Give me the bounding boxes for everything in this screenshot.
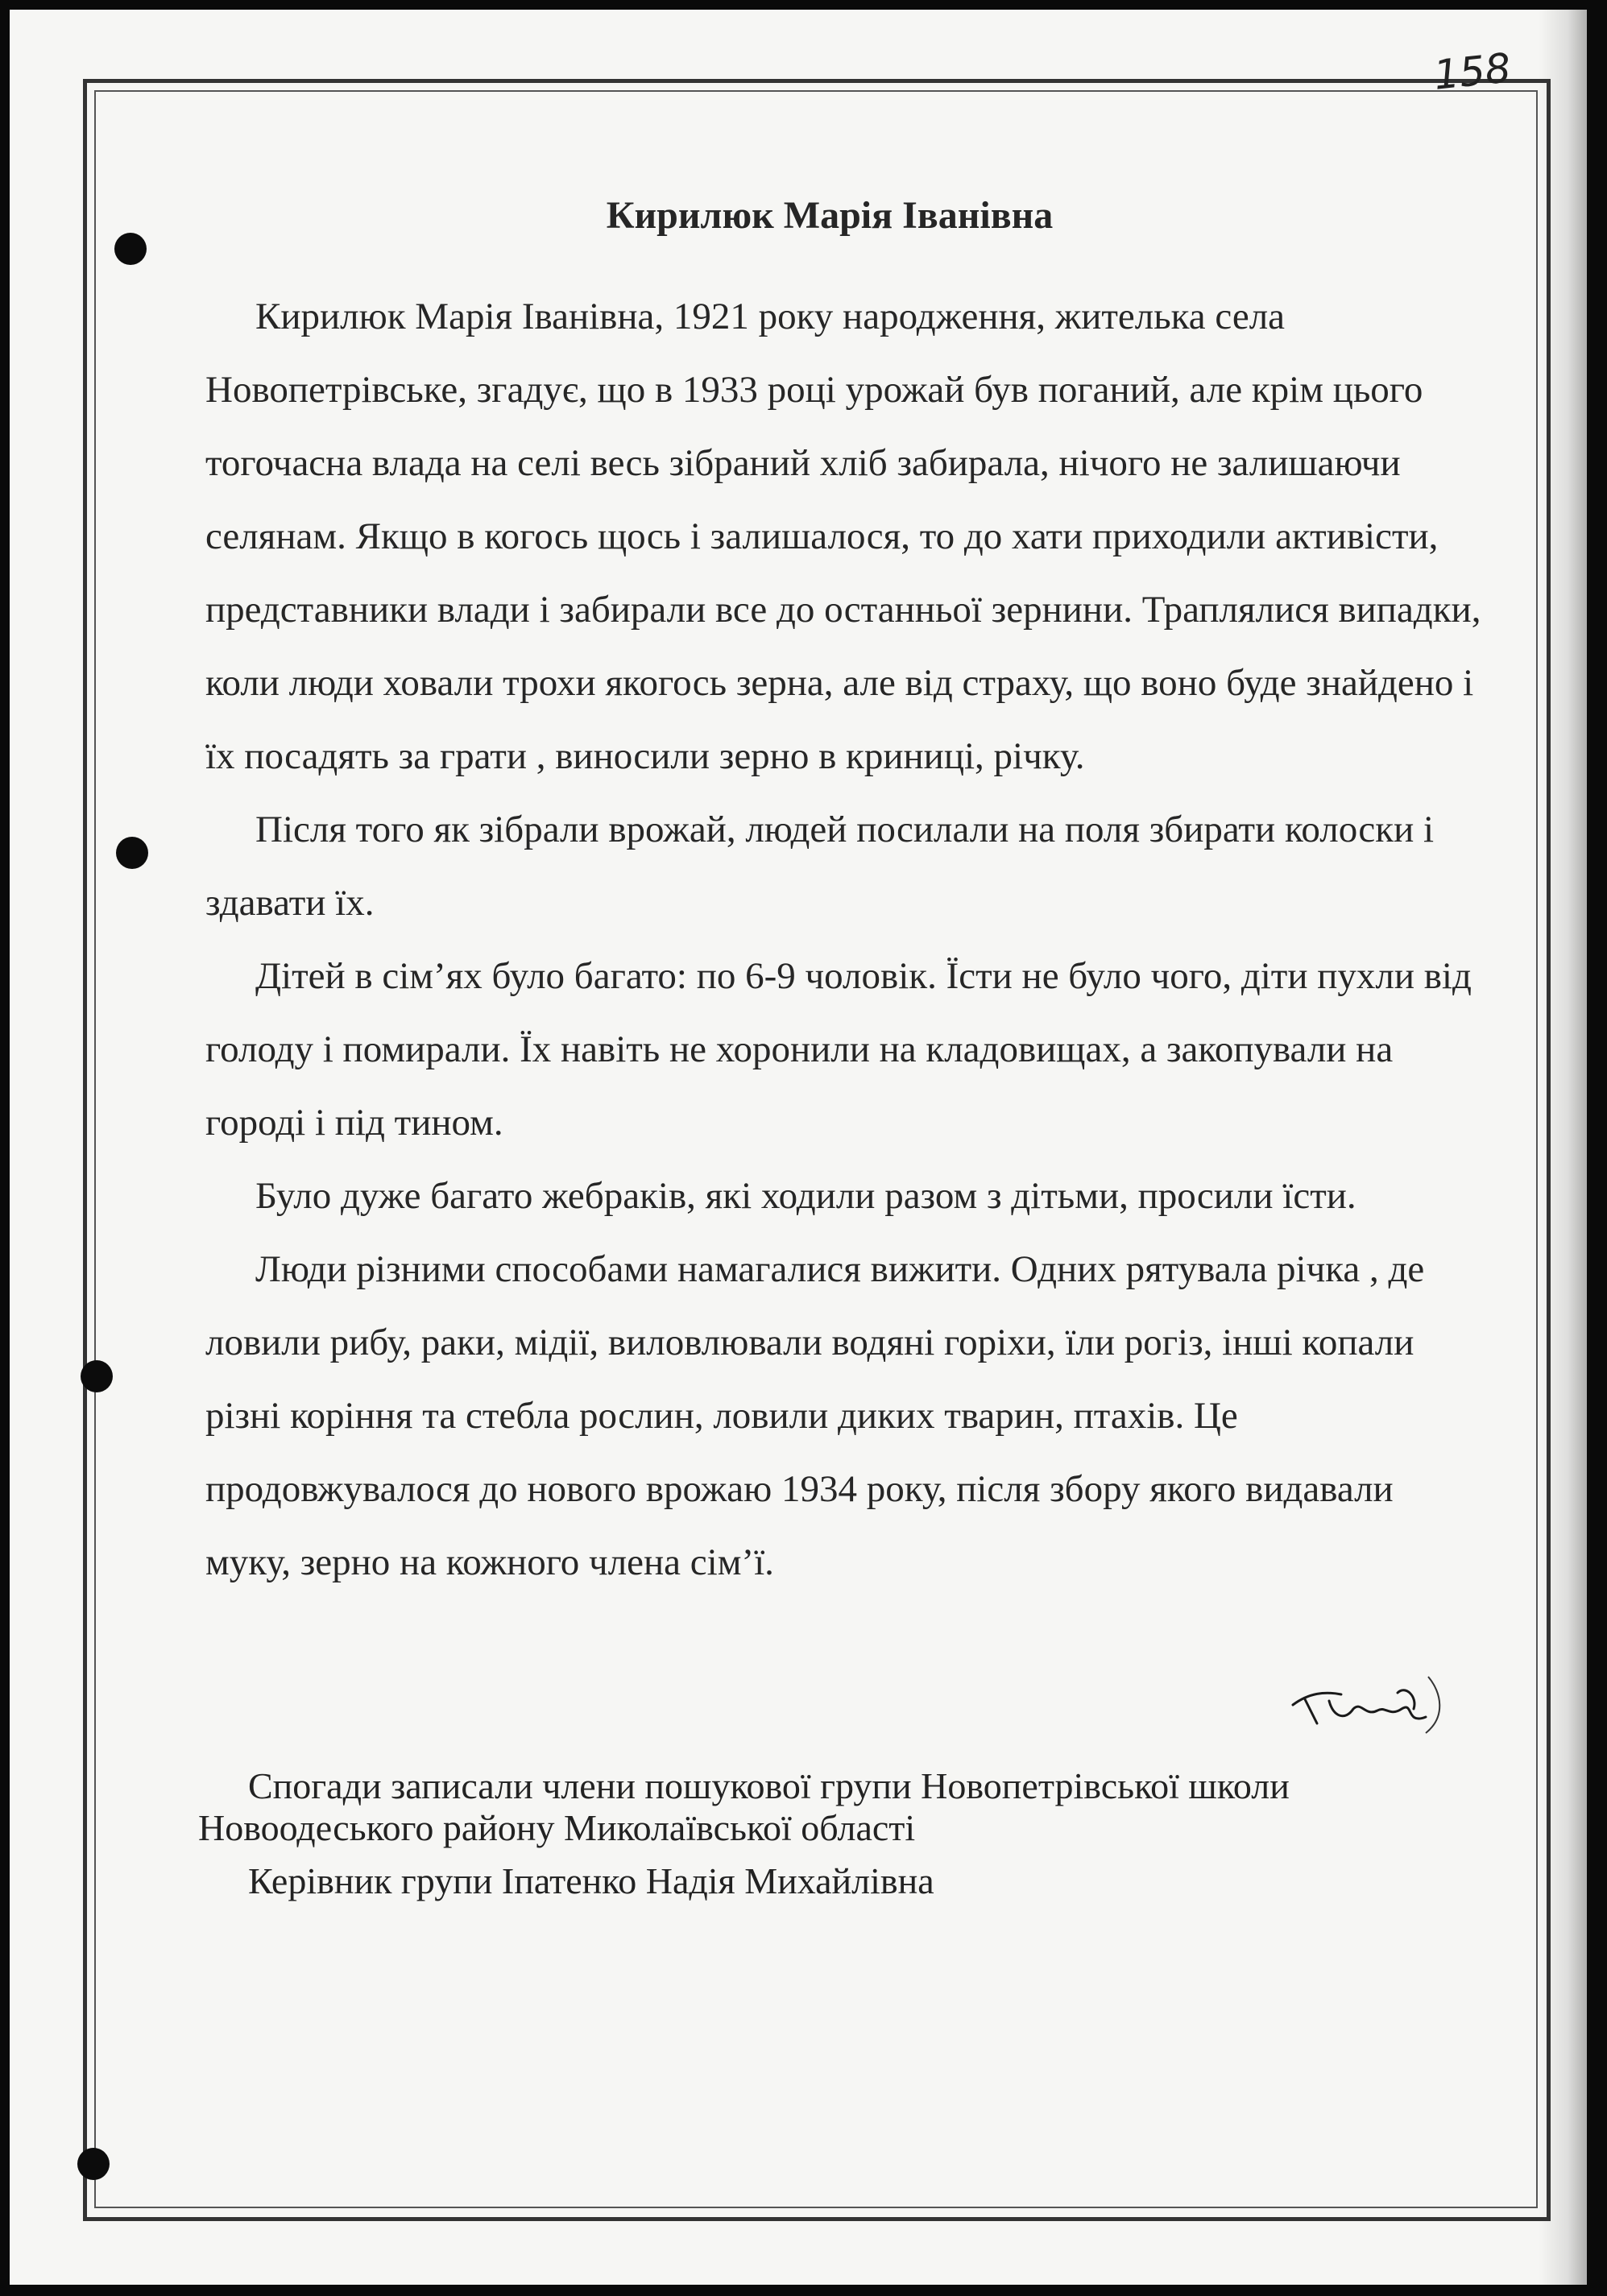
paragraph: Було дуже багато жебраків, які ходили разом з дітьми, просили їсти. — [255, 1175, 1356, 1217]
paragraph: Після того як зібрали врожай, людей посилали на поля збирати колоски і здавати їх. — [205, 809, 1435, 924]
punch-hole — [116, 837, 148, 869]
punch-hole — [81, 1360, 113, 1392]
footer-group-leader: Керівник групи Іпатенко Надія Михайлівна — [248, 1860, 934, 1901]
handwritten-signature — [1285, 1661, 1454, 1741]
memoir-body — [205, 280, 1486, 1599]
paragraph: Кирилюк Марія Іванівна, 1921 року народження, жителька села Новопетрівське, згадує, що в 1933 році урожай був поганий, але крім цього тогочасна влада на селі весь зібраний хліб забирала, нічого не залишаючи селянам. Якщо в когось щось і залишалося, то до хати приходили активісти, представники влади і забирали все до останньої зернини. Траплялися випадки, коли люди ховали трохи якогось зерна, але від страху, що воно буде знайдено і їх посадять за грати , виносили зерно в криниці, річку. — [205, 296, 1481, 777]
page-number: 158 — [1431, 44, 1514, 99]
document-title: Кирилюк Марія Іванівна — [606, 194, 1054, 237]
punch-hole — [77, 2148, 110, 2180]
paragraph: Дітей в сім’ях було багато: по 6-9 чоловік. Їсти не було чого, діти пухли від голоду і помирали. Їх навіть не хоронили на кладовищах, а закопували на городі і під тином. — [205, 955, 1472, 1144]
footer-recorders: Спогади записали члени пошукової групи Новопетрівської школи — [248, 1765, 1290, 1806]
footer-location: Новоодеського району Миколаївської області — [198, 1807, 916, 1848]
punch-hole — [114, 233, 147, 265]
paragraph: Люди різними способами намагалися вижити. Одних рятувала річка , де ловили рибу, раки, мідії, виловлювали водяні горіхи, їли рогіз, інші копали різні коріння та стебла рослин, ловили диких тварин, птахів. Це продовжувалося до нового врожаю 1934 року, після збору якого видавали муку, зерно на кожного члена сім’ї. — [205, 1248, 1425, 1583]
document-footer — [198, 1765, 1527, 1902]
